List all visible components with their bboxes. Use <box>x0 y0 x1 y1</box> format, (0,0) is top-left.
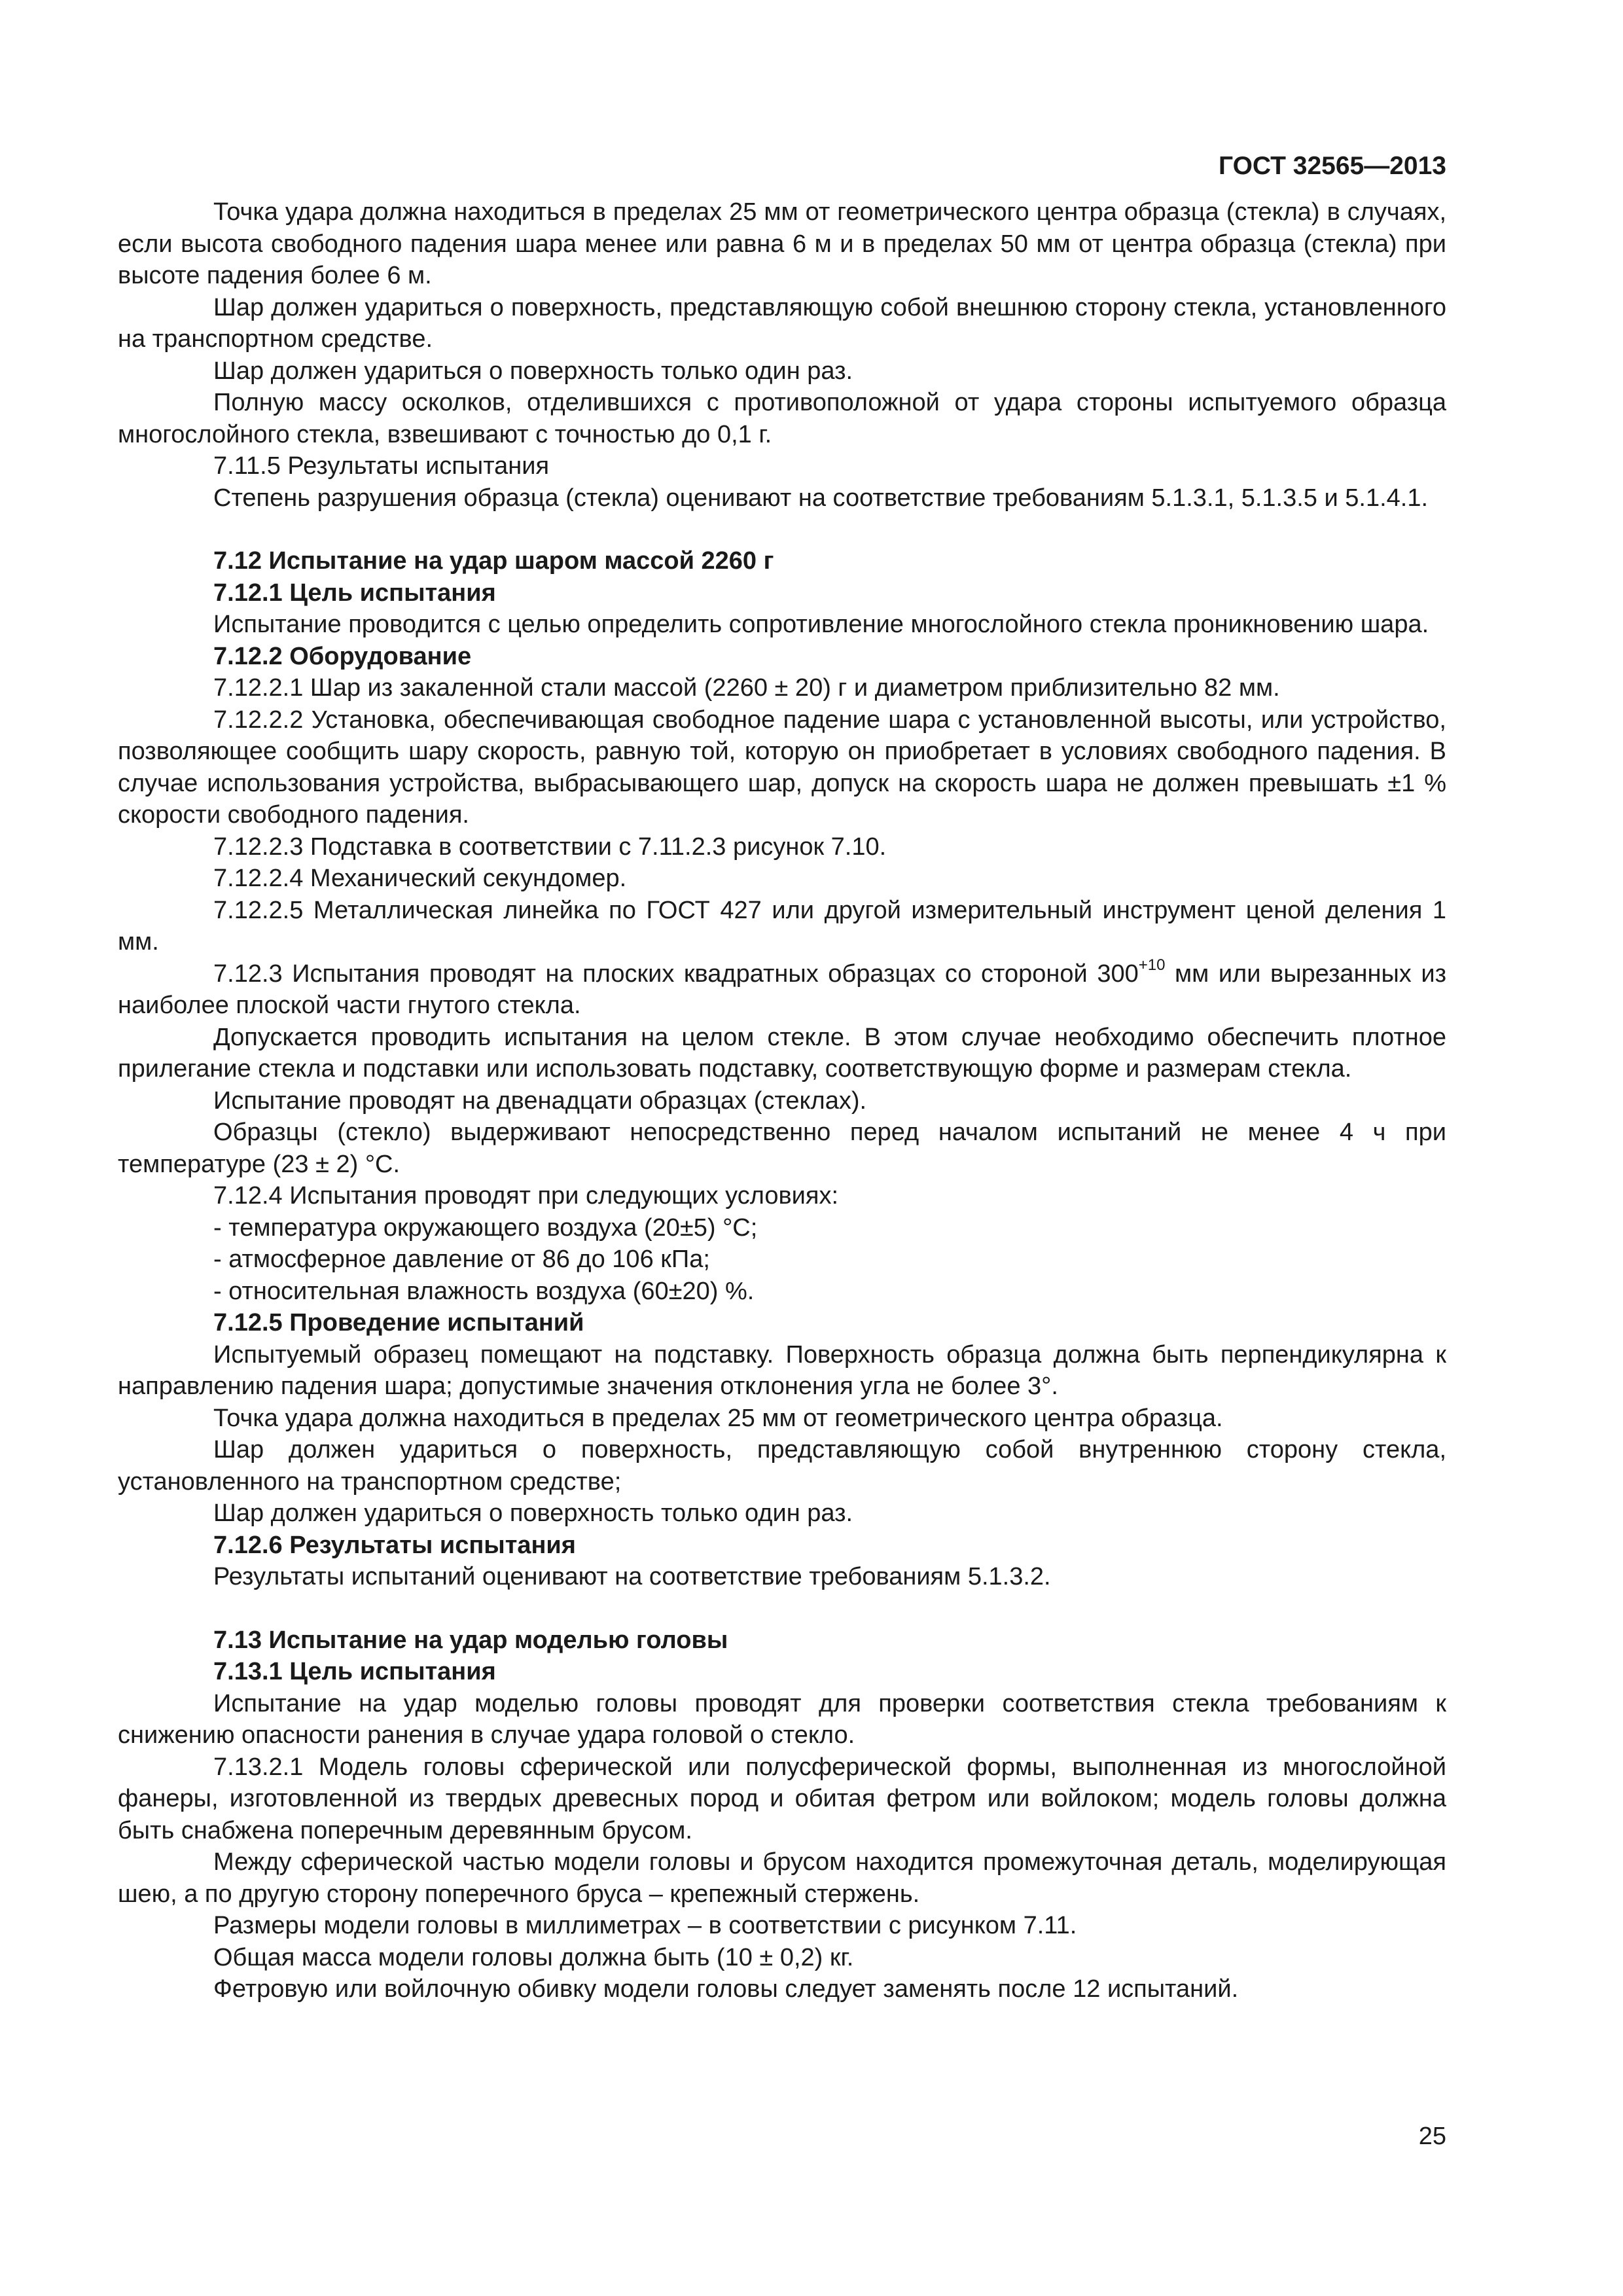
paragraph-text: 7.12 Испытание на удар шаром массой 2260 г <box>213 547 774 575</box>
paragraph <box>118 672 1446 704</box>
paragraph-text: 7.13.1 Цель испытания <box>213 1658 496 1685</box>
section-heading <box>118 1307 1446 1339</box>
paragraph <box>118 450 1446 482</box>
paragraph <box>118 482 1446 514</box>
paragraph <box>118 1942 1446 1974</box>
paragraph <box>118 609 1446 641</box>
paragraph <box>118 1973 1446 2005</box>
paragraph <box>118 387 1446 450</box>
paragraph <box>118 1498 1446 1530</box>
paragraph-text: Допускается проводить испытания на целом стекле. В этом случае необходимо обеспечить плотное прилегание стекла и подставки или использовать подставку, соответствующую форме и размерам стекла. <box>118 1023 1446 1083</box>
section-gap <box>118 514 1446 545</box>
paragraph-text: - атмосферное давление от 86 до 106 кПа; <box>213 1246 710 1273</box>
paragraph-text: Размеры модели головы в миллиметрах – в соответствии с рисунком 7.11. <box>213 1912 1077 1939</box>
paragraph-text: Шар должен удариться о поверхность, представляющую собой внутреннюю сторону стекла, установленного на транспортном средстве; <box>118 1436 1446 1496</box>
paragraph-text: 7.12.1 Цель испытания <box>213 579 496 607</box>
paragraph <box>118 1180 1446 1212</box>
paragraph-text: 7.12.4 Испытания проводят при следующих условиях: <box>213 1182 839 1210</box>
paragraph <box>118 1910 1446 1942</box>
paragraph-text: Шар должен удариться о поверхность, представляющую собой внешнюю сторону стекла, установленного на транспортном средстве. <box>118 293 1446 353</box>
paragraph-text: Испытание проводится с целью определить сопротивление многослойного стекла проникновению шара. <box>213 611 1429 638</box>
paragraph-text: 7.13 Испытание на удар моделью головы <box>213 1626 728 1654</box>
paragraph-text: Точка удара должна находиться в пределах 25 мм от геометрического центра образца. <box>213 1404 1223 1432</box>
paragraph <box>118 292 1446 355</box>
section-heading <box>118 641 1446 673</box>
paragraph-text: Испытуемый образец помещают на подставку. Поверхность образца должна быть перпендикулярна к направлению падения шара; допустимые значения отклонения угла не более 3°. <box>118 1340 1446 1400</box>
document-page <box>118 151 1446 2005</box>
page-number: 25 <box>1418 2123 1446 2150</box>
paragraph-text: 7.12.5 Проведение испытаний <box>213 1309 584 1336</box>
paragraph <box>118 1212 1446 1244</box>
paragraph <box>118 1339 1446 1403</box>
paragraph-text: Фетровую или войлочную обивку модели головы следует заменять после 12 испытаний. <box>213 1975 1239 2003</box>
paragraph-text: 7.12.2.3 Подставка в соответствии с 7.11.2.3 рисунок 7.10. <box>213 833 887 861</box>
paragraph-text: - температура окружающего воздуха (20±5) °С; <box>213 1213 758 1242</box>
paragraph-text: 7.12.6 Результаты испытания <box>213 1531 576 1559</box>
paragraph-text: Точка удара должна находиться в пределах 25 мм от геометрического центра образца (стекла) в случаях, если высота свободного падения шара менее или равна 6 м и в пределах 50 мм от центра образца (стекла) при высоте падения более 6 м. <box>118 198 1446 289</box>
superscript-tolerance: +10 <box>1138 956 1166 974</box>
paragraph-text: - относительная влажность воздуха (60±20) %. <box>213 1277 755 1305</box>
paragraph-text: 7.12.2.2 Установка, обеспечивающая свободное падение шара с установленной высоты, или устройство, позволяющее сообщить шару скорость, равную той, которую он приобретает в условиях свободного падения. В случае использования устройства, выбрасывающего шар, допуск на скорость шара не должен превышать ±1 % скорости свободного падения. <box>118 706 1446 829</box>
paragraph-text-continued: мм или вырезанных из наиболее плоской части гнутого стекла. <box>118 960 1447 1019</box>
paragraph <box>118 1561 1446 1593</box>
section-gap <box>118 1593 1446 1624</box>
paragraph-text: Образцы (стекло) выдерживают непосредственно перед началом испытаний не менее 4 ч при температуре (23 ± 2) °С. <box>118 1119 1446 1178</box>
paragraph-text: 7.12.2 Оборудование <box>213 642 472 670</box>
document-body <box>118 196 1446 2005</box>
section-heading <box>118 545 1446 577</box>
paragraph-text: Между сферической частью модели головы и брусом находится промежуточная деталь, моделирующая шею, а по другую сторону поперечного бруса – крепежный стержень. <box>118 1848 1446 1908</box>
paragraph-text: 7.13.2.1 Модель головы сферической или полусферической формы, выполненная из многослойной фанеры, изготовленной из твердых древесных пород и обитая фетром или войлоком; модель головы должна быть снабжена поперечным деревянным брусом. <box>118 1753 1446 1844</box>
document-id-header: ГОСТ 32565—2013 <box>1219 152 1446 180</box>
paragraph <box>118 895 1446 958</box>
paragraph-text: 7.12.2.4 Механический секундомер. <box>213 865 627 892</box>
paragraph <box>118 1022 1446 1085</box>
paragraph-text: Результаты испытаний оценивают на соответствие требованиям 5.1.3.2. <box>213 1563 1051 1590</box>
paragraph <box>118 196 1446 292</box>
section-heading <box>118 1624 1446 1657</box>
paragraph-text: Шар должен удариться о поверхность только один раз. <box>213 357 853 385</box>
paragraph-text: Полную массу осколков, отделившихся с противоположной от удара стороны испытуемого образца многослойного стекла, взвешивают с точностью до 0,1 г. <box>118 389 1446 448</box>
paragraph-text: 7.12.2.1 Шар из закаленной стали массой (2260 ± 20) г и диаметром приблизительно 82 мм. <box>213 674 1280 702</box>
paragraph <box>118 1117 1446 1180</box>
paragraph <box>118 1085 1446 1117</box>
paragraph <box>118 1276 1446 1308</box>
paragraph <box>118 958 1446 1022</box>
paragraph <box>118 1403 1446 1435</box>
paragraph-text: Степень разрушения образца (стекла) оценивают на соответствие требованиям 5.1.3.1, 5.1.3.5 и 5.1.4.1. <box>213 484 1429 512</box>
paragraph <box>118 831 1446 863</box>
paragraph <box>118 355 1446 387</box>
paragraph-text: 7.12.3 Испытания проводят на плоских квадратных образцах со стороной 300 <box>213 960 1139 988</box>
paragraph <box>118 1434 1446 1498</box>
section-heading <box>118 1656 1446 1688</box>
section-heading <box>118 577 1446 609</box>
paragraph <box>118 1751 1446 1847</box>
paragraph-text: 7.12.2.5 Металлическая линейка по ГОСТ 427 или другой измерительный инструмент ценой деления 1 мм. <box>118 896 1446 956</box>
paragraph <box>118 1846 1446 1910</box>
paragraph <box>118 1244 1446 1276</box>
paragraph <box>118 863 1446 895</box>
paragraph-text: Общая масса модели головы должна быть (10 ± 0,2) кг. <box>213 1943 854 1971</box>
section-heading <box>118 1530 1446 1562</box>
paragraph-text: Испытание на удар моделью головы проводят для проверки соответствия стекла требованиям к снижению опасности ранения в случае удара головой о стекло. <box>118 1689 1446 1749</box>
paragraph-text: 7.11.5 Результаты испытания <box>213 452 550 480</box>
paragraph <box>118 1688 1446 1751</box>
paragraph-text: Испытание проводят на двенадцати образцах (стеклах). <box>213 1086 867 1115</box>
paragraph <box>118 704 1446 831</box>
paragraph-text: Шар должен удариться о поверхность только один раз. <box>213 1499 853 1527</box>
